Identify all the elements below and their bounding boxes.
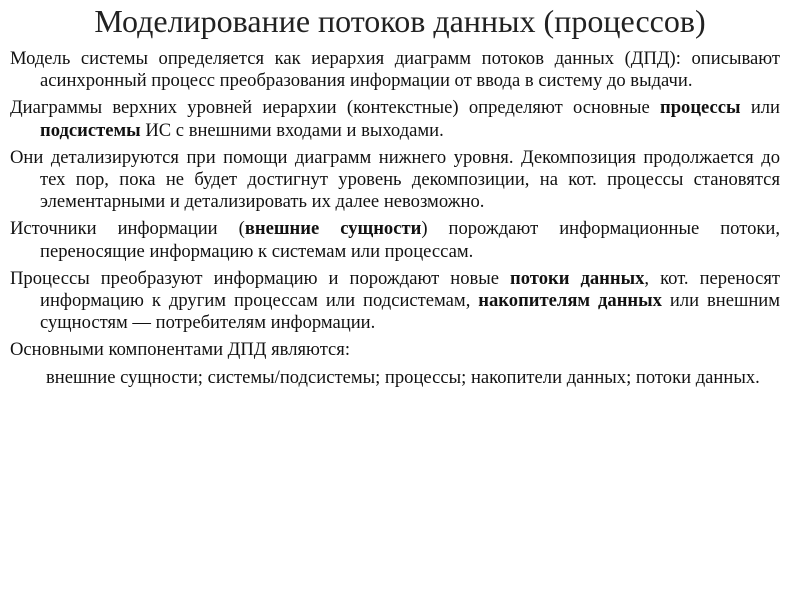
term-data-stores: накопителям данных [478, 290, 662, 312]
paragraph-text: Они детализируются при помощи диаграмм нижнего уровня. Декомпозиция продолжается до тех пор, пока не будет достигнут уровень декомпозиции, на кот. процессы становятся элементарными и детализировать их далее невозможно. [10, 146, 780, 213]
paragraph-text: или [740, 97, 780, 119]
paragraph-text: Процессы преобразуют информацию и порождают новые [10, 267, 511, 289]
paragraph-text: Диаграммы верхних уровней иерархии (контекстные) определяют основные [10, 97, 660, 119]
paragraph-text: , кот. переносят информацию к другим процессам или подсистемам, [40, 267, 780, 312]
paragraph-text: Источники информации ( [10, 218, 245, 240]
term-external-entities: внешние сущности [244, 218, 422, 240]
paragraph-text: Основными компонентами ДПД являются: [10, 339, 351, 361]
slide-title: Моделирование потоков данных (процессов) [94, 3, 706, 39]
paragraph-text: внешние сущности; системы/подсистемы; процессы; накопители данных; потоки данных. [46, 366, 760, 388]
paragraph-processes-transform [10, 268, 790, 335]
paragraph-text: Модель системы определяется как иерархия диаграмм потоков данных (ДПД): описывают асинхронный процесс преобразования информации от ввода в систему до выдачи. [10, 48, 780, 92]
paragraph-text: или внешним сущностям — потребителям информации. [40, 290, 780, 334]
term-subsystems: подсистемы [40, 119, 141, 141]
term-processes: процессы [659, 97, 741, 119]
term-data-flows: потоки данных [510, 267, 645, 289]
slide-body [10, 48, 790, 389]
paragraph-text: ) порождают информационные потоки, переносящие информацию к системам или процессам. [40, 218, 781, 262]
paragraph-top-level-diagrams [10, 97, 790, 141]
paragraph-text: ИС с внешними входами и выходами. [140, 119, 444, 141]
paragraph-dfd-model [10, 48, 790, 92]
paragraph-main-components [10, 339, 790, 361]
paragraph-decomposition [10, 147, 790, 214]
paragraph-components-list [10, 367, 790, 389]
paragraph-info-sources [10, 218, 790, 262]
